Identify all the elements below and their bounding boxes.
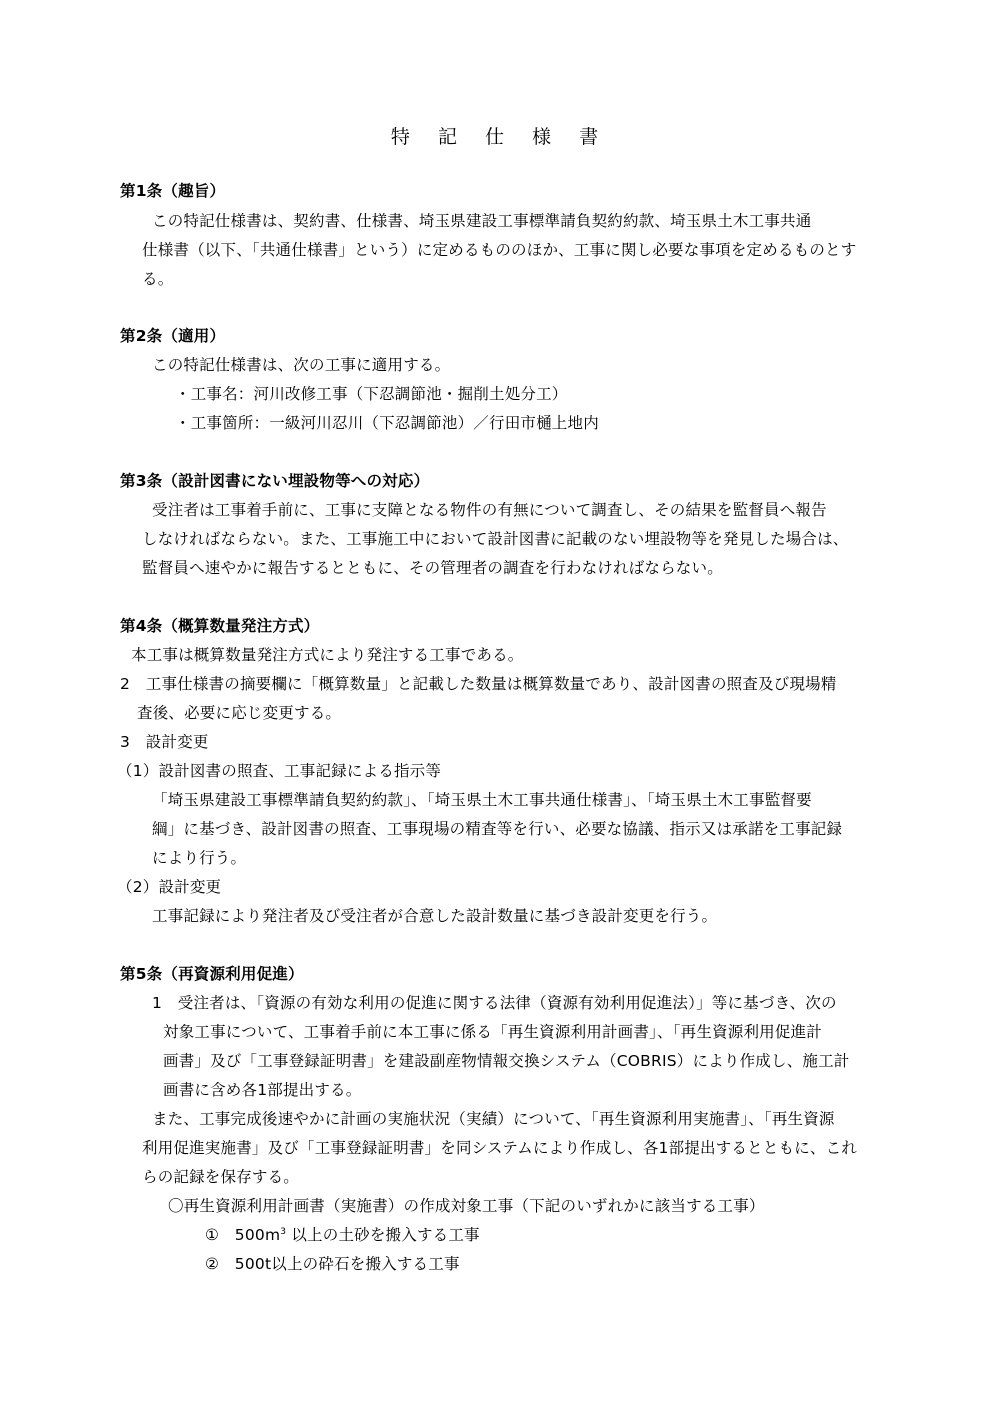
article-4-line-1: 本工事は概算数量発注方式により発注する工事である。 bbox=[131, 646, 524, 664]
article-4-line-4: 3 設計変更 bbox=[120, 733, 209, 751]
article-4-line-6: 「埼玉県建設工事標準請負契約約款」、「埼玉県土木工事共通仕様書」、「埼玉県土木工事監督要 bbox=[152, 791, 812, 809]
article-5-line-7: らの記録を保存する。 bbox=[142, 1168, 300, 1186]
article-5-line-4: 画書に含め各1部提出する。 bbox=[163, 1081, 362, 1099]
article-5-line-2: 対象工事について、工事着手前に本工事に係る「再生資源利用計画書」、「再生資源利用促進計 bbox=[163, 1023, 822, 1041]
article-5-line-6: 利用促進実施書」及び「工事登録証明書」を同システムにより作成し、各1部提出するとともに、これ bbox=[142, 1139, 858, 1157]
document-title: 特 記 仕 様 書 bbox=[390, 126, 610, 148]
article-4-line-8: により行う。 bbox=[152, 849, 247, 867]
article-1-line-3: る。 bbox=[142, 270, 174, 288]
article-3-line-1: 受注者は工事着手前に、工事に支障となる物件の有無について調査し、その結果を監督員へ報告 bbox=[152, 501, 827, 519]
article-3-line-3: 監督員へ速やかに報告するとともに、その管理者の調査を行わなければならない。 bbox=[142, 559, 723, 577]
article-5-line-8: 〇再生資源利用計画書（実施書）の作成対象工事（下記のいずれかに該当する工事） bbox=[168, 1197, 765, 1215]
article-4-line-7: 綱」に基づき、設計図書の照査、工事現場の精査等を行い、必要な協議、指示又は承諾を工事記録 bbox=[152, 820, 843, 838]
article-5-item-2: ② 500t以上の砕石を搬入する工事 bbox=[205, 1255, 460, 1273]
item-1-text-tail: 以上の土砂を搬入する工事 bbox=[286, 1226, 480, 1244]
article-3-heading: 第3条（設計図書にない埋設物等への対応） bbox=[120, 472, 430, 490]
article-1-line-2: 仕様書（以下、「共通仕様書」という）に定めるもののほか、工事に関し必要な事項を定めるものとす bbox=[142, 241, 857, 259]
article-2-line-1: この特記仕様書は、次の工事に適用する。 bbox=[152, 356, 451, 374]
article-1-heading: 第1条（趣旨） bbox=[120, 182, 226, 200]
article-4-heading: 第4条（概算数量発注方式） bbox=[120, 617, 320, 635]
article-5-heading: 第5条（再資源利用促進） bbox=[120, 965, 304, 983]
article-4-line-2: 2 工事仕様書の摘要欄に「概算数量」と記載した数量は概算数量であり、設計図書の照査及び現場精 bbox=[120, 675, 837, 693]
article-1-line-1: この特記仕様書は、契約書、仕様書、埼玉県建設工事標準請負契約約款、埼玉県土木工事共通 bbox=[152, 212, 812, 230]
article-5-item-1 bbox=[205, 1225, 480, 1245]
item-1-text: ① 500m bbox=[205, 1226, 281, 1244]
article-5-line-5: また、工事完成後速やかに計画の実施状況（実績）について、「再生資源利用実施書」、「再生資源 bbox=[152, 1110, 835, 1128]
article-2-line-2: ・工事名：河川改修工事（下忍調節池・掘削土処分工） bbox=[175, 385, 568, 403]
item-1-superscript: 3 bbox=[280, 1226, 287, 1237]
article-5-line-1: 1 受注者は、「資源の有効な利用の促進に関する法律（資源有効利用促進法）」等に基づき、次の bbox=[152, 994, 837, 1012]
article-4-line-5: （1）設計図書の照査、工事記録による指示等 bbox=[117, 762, 442, 780]
article-4-line-3: 査後、必要に応じ変更する。 bbox=[137, 704, 342, 722]
article-4-line-9: （2）設計変更 bbox=[117, 878, 222, 896]
article-4-line-10: 工事記録により発注者及び受注者が合意した設計数量に基づき設計変更を行う。 bbox=[152, 907, 718, 925]
article-3-line-2: しなければならない。また、工事施工中において設計図書に記載のない埋設物等を発見した場合は、 bbox=[142, 530, 849, 548]
article-2-heading: 第2条（適用） bbox=[120, 327, 226, 345]
article-5-line-3: 画書」及び「工事登録証明書」を建設副産物情報交換システム（COBRIS）により作成し、施工計 bbox=[163, 1052, 850, 1070]
article-2-line-3: ・工事箇所：一級河川忍川（下忍調節池）／行田市樋上地内 bbox=[175, 414, 599, 432]
